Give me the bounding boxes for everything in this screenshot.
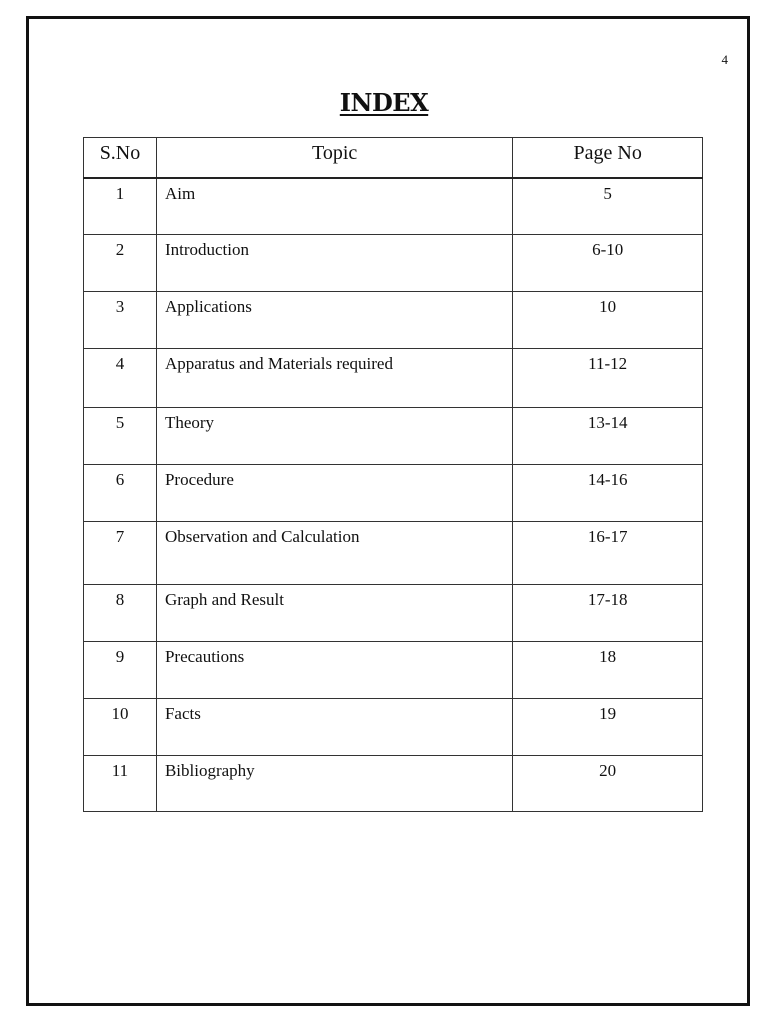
page-cell: 18 [513,642,703,699]
topic-cell: Procedure [156,465,512,522]
topic-cell: Bibliography [156,756,512,812]
topic-cell: Facts [156,699,512,756]
header-sno: S.No [84,138,157,178]
page-title: INDEX [339,88,429,117]
page-cell: 14-16 [513,465,703,522]
table-row [84,756,703,812]
page-cell: 16-17 [513,522,703,585]
table-row [84,408,703,465]
sno-cell: 10 [84,699,157,756]
topic-cell: Graph and Result [156,585,512,642]
page-cell: 13-14 [513,408,703,465]
table-header-row [84,138,703,178]
table-row [84,465,703,522]
page-cell: 17-18 [513,585,703,642]
sno-cell: 7 [84,522,157,585]
page-cell: 10 [513,292,703,349]
sno-cell: 5 [84,408,157,465]
topic-cell: Theory [156,408,512,465]
index-table [83,137,703,812]
table-row [84,235,703,292]
table-row [84,178,703,235]
table-row [84,699,703,756]
sno-cell: 8 [84,585,157,642]
topic-cell: Apparatus and Materials required [156,349,512,408]
sno-cell: 4 [84,349,157,408]
sno-cell: 9 [84,642,157,699]
header-page-no: Page No [513,138,703,178]
table-row [84,522,703,585]
table-row [84,349,703,408]
topic-cell: Observation and Calculation [156,522,512,585]
page-cell: 19 [513,699,703,756]
sno-cell: 1 [84,178,157,235]
page-cell: 5 [513,178,703,235]
topic-cell: Introduction [156,235,512,292]
table-row [84,642,703,699]
header-topic: Topic [156,138,512,178]
topic-cell: Applications [156,292,512,349]
sno-cell: 3 [84,292,157,349]
page-cell: 20 [513,756,703,812]
sno-cell: 6 [84,465,157,522]
topic-cell: Aim [156,178,512,235]
topic-cell: Precautions [156,642,512,699]
table-row [84,292,703,349]
sno-cell: 11 [84,756,157,812]
page-number: 4 [721,52,728,67]
page-cell: 6-10 [513,235,703,292]
table-row [84,585,703,642]
sno-cell: 2 [84,235,157,292]
page-cell: 11-12 [513,349,703,408]
